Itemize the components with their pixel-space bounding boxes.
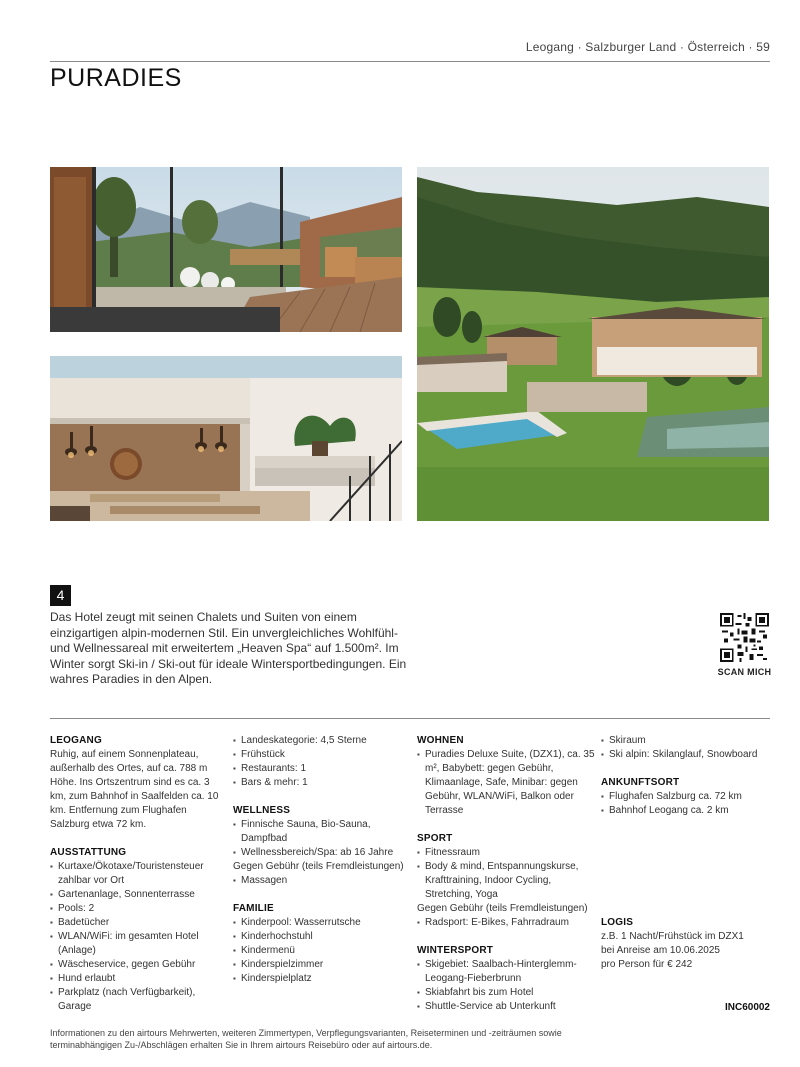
heading-ausstattung: AUSSTATTUNG [50,847,127,858]
list-item: ▪ Kinderspielplatz [233,972,411,986]
leogang-text: Ruhig, auf einem Sonnenplateau, außerhalb des Ortes, auf ca. 788 m Höhe. Ins Ortszentrum sind es ca. 3 km, zum Bahnhof in Saalfelden ca. 10 km. Entfernung zum Flughafen Salzburg etwa 72 km. [50,749,219,830]
heading-wintersport: WINTERSPORT [417,945,494,956]
list-item: ▪ Flughafen Salzburg ca. 72 km [601,790,779,804]
wellness-fee-note: Gegen Gebühr (teils Fremdleistungen) [233,861,404,872]
list-item: ▪ Kindermenü [233,944,411,958]
sport-fee-note: Gegen Gebühr (teils Fremdleistungen) [417,903,588,914]
list-item: ▪ Pools: 2 [50,902,228,916]
list-item: ▪ Ski alpin: Skilanglauf, Snowboard [601,748,779,762]
heading-ankunftsort: ANKUNFTSORT [601,777,680,788]
column-category-wellness-family [233,734,411,986]
list-item: ▪ Skigebiet: Saalbach-Hinterglemm-Leogang-Fieberbrunn [417,958,595,986]
list-item: ▪ Parkplatz (nach Verfügbarkeit), Garage [50,986,228,1014]
list-item: ▪ Radsport: E-Bikes, Fahrradraum [417,916,595,930]
list-item: ▪ Skiabfahrt bis zum Hotel [417,986,595,1000]
list-item: ▪ Bars & mehr: 1 [233,776,411,790]
photo-spa-window-terrace [50,167,402,332]
column-location-amenities [50,734,228,1014]
heading-wellness: WELLNESS [233,805,291,816]
list-item: ▪ Frühstück [233,748,411,762]
list-item: ▪ Kinderhochstuhl [233,930,411,944]
heading-wohnen: WOHNEN [417,735,464,746]
heading-sport: SPORT [417,833,453,844]
list-item: ▪ Puradies Deluxe Suite, (DZX1), ca. 35 m², Babybett: gegen Gebühr, Klimaanlage, Safe, Minibar: gegen Gebühr, WLAN/WiFi, Balkon oder Terrasse [417,748,595,818]
photo-resort-valley-pool [417,167,769,521]
list-item: ▪ Kurtaxe/Ökotaxe/Touristensteuer zahlbar vor Ort [50,860,228,888]
column-ski-arrival-logis [601,734,779,972]
list-item: ▪ Fitnessraum [417,846,595,860]
list-item: ▪ Kinderpool: Wasserrutsche [233,916,411,930]
photo-lounge-interior [50,356,402,521]
footnote: Informationen zu den airtours Mehrwerten, weiteren Zimmertypen, Verpflegungsvarianten, Reiseterminen und -zeiträumen sowie terminabhängigen Zu-/Abschlägen erhalten Sie in Ihrem airtours Reisebüro oder auf airtours.de. [50,1028,562,1050]
hotel-description: Das Hotel zeugt mit seinen Chalets und Suiten von einem einzigartigen alpin-modernen Stil. Ein unvergleichliches Wohlfühl- und Wellnessareal mit erweitertem „Heaven Spa“ auf 1.500m². Im Winter sorgt Ski-in / Ski-out für ideale Wintersportbedingungen. Ein wahres Paradies in den Alpen. [50,610,407,686]
list-item: ▪ Wäscheservice, gegen Gebühr [50,958,228,972]
header-location: Leogang · Salzburger Land · Österreich · 59 [525,40,770,54]
list-item: ▪ Kinderspielzimmer [233,958,411,972]
logis-price: pro Person für € 242 [601,959,693,970]
qr-label: SCAN MICH [717,667,772,677]
list-item: ▪ Restaurants: 1 [233,762,411,776]
list-item: ▪ Hund erlaubt [50,972,228,986]
logis-line: z.B. 1 Nacht/Frühstück im DZX1 [601,931,744,942]
logis-line: bei Anreise am 10.06.2025 [601,945,720,956]
page-title: PURADIES [50,64,182,92]
list-item: ▪ WLAN/WiFi: im gesamten Hotel (Anlage) [50,930,228,958]
qr-code[interactable] [720,613,769,662]
heading-familie: FAMILIE [233,903,274,914]
list-item: ▪ Bahnhof Leogang ca. 2 km [601,804,779,818]
list-item: ▪ Finnische Sauna, Bio-Sauna, Dampfbad [233,818,411,846]
list-item: ▪ Landeskategorie: 4,5 Sterne [233,734,411,748]
list-item: ▪ Massagen [233,874,411,888]
hotel-number-badge: 4 [50,585,71,606]
list-item: ▪ Wellnessbereich/Spa: ab 16 Jahre [233,846,411,860]
list-item: ▪ Shuttle-Service ab Unterkunft [417,1000,595,1014]
heading-leogang: LEOGANG [50,735,102,746]
list-item: ▪ Skiraum [601,734,779,748]
heading-logis: LOGIS [601,917,634,928]
list-item: ▪ Gartenanlage, Sonnenterrasse [50,888,228,902]
details-divider [50,718,770,719]
column-living-sport-winter [417,734,595,1014]
offer-code: INC60002 [724,1002,770,1013]
list-item: ▪ Badetücher [50,916,228,930]
list-item: ▪ Body & mind, Entspannungskurse, Krafttraining, Indoor Cycling, Stretching, Yoga [417,860,595,902]
header-divider [50,61,770,62]
